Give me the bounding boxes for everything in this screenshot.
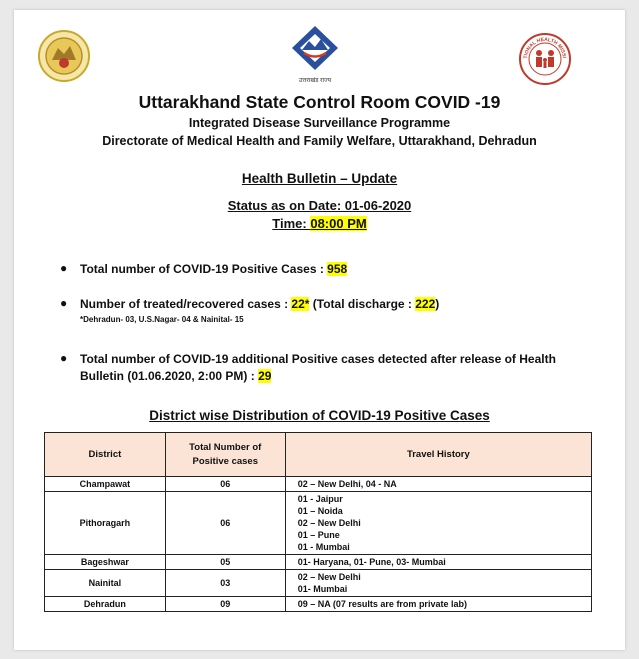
travel-cell: 02 – New Delhi, 04 - NA bbox=[285, 477, 591, 492]
district-cell: Nainital bbox=[45, 570, 166, 597]
district-cell: Dehradun bbox=[45, 597, 166, 612]
discharge-label: (Total discharge : bbox=[309, 297, 416, 311]
header-travel-history: Travel History bbox=[285, 433, 591, 477]
status-date: Status as on Date: 01-06-2020 bbox=[227, 198, 412, 213]
bullet-icon: ● bbox=[60, 296, 68, 310]
table-title: District wise Distribution of COVID-19 Positive Cases bbox=[149, 408, 490, 423]
cases-cell: 06 bbox=[165, 477, 285, 492]
recovered-value: 22* bbox=[291, 297, 310, 311]
center-logo-caption: उत्तराखंड राज्य bbox=[298, 78, 332, 84]
header-district: District bbox=[45, 433, 166, 477]
table-row bbox=[45, 597, 592, 612]
table-row bbox=[45, 570, 592, 597]
cases-cell: 05 bbox=[165, 555, 285, 570]
uttarakhand-emblem-logo bbox=[288, 24, 342, 88]
cases-cell: 06 bbox=[165, 492, 285, 555]
travel-cell: 02 – New Delhi 01- Mumbai bbox=[285, 570, 591, 597]
additional-value: 29 bbox=[258, 369, 272, 383]
subtitle-directorate: Directorate of Medical Health and Family Welfare, Uttarakhand, Dehradun bbox=[102, 134, 537, 148]
discharge-close: ) bbox=[435, 297, 440, 311]
page-title: Uttarakhand State Control Room COVID -19 bbox=[138, 92, 501, 112]
positive-cases-label: Total number of COVID-19 Positive Cases : bbox=[80, 262, 328, 276]
time-value: 08:00 PM bbox=[310, 216, 367, 231]
header-total-cases: Total Number of Positive cases bbox=[165, 433, 285, 477]
nhm-logo-text: TIONAL HEALTH MISSI bbox=[522, 36, 567, 59]
table-row bbox=[45, 492, 592, 555]
recovered-note: *Dehradun- 03, U.S.Nagar- 04 & Nainital- 15 bbox=[80, 315, 244, 324]
travel-cell: 09 – NA (07 results are from private lab) bbox=[285, 597, 591, 612]
additional-label: Total number of COVID-19 additional Positive cases detected after release of Health Bulletin (01.06.2020, 2:00 PM) : bbox=[80, 352, 556, 383]
cases-cell: 09 bbox=[165, 597, 285, 612]
subtitle-programme: Integrated Disease Surveillance Programme bbox=[188, 116, 451, 130]
time-label: Time: bbox=[272, 216, 311, 231]
discharge-value: 222 bbox=[415, 297, 436, 311]
table-header-row bbox=[45, 433, 592, 477]
district-cell: Pithoragarh bbox=[45, 492, 166, 555]
bullet-icon: ● bbox=[60, 261, 68, 275]
national-health-mission-logo bbox=[519, 33, 571, 85]
state-emblem-logo bbox=[38, 30, 90, 82]
district-cases-table bbox=[44, 432, 592, 612]
bulletin-time bbox=[14, 216, 625, 231]
travel-cell: 01- Haryana, 01- Pune, 03- Mumbai bbox=[285, 555, 591, 570]
document-page bbox=[14, 10, 625, 650]
table-row bbox=[45, 477, 592, 492]
recovered-label: Number of treated/recovered cases : bbox=[80, 297, 292, 311]
bulletin-heading: Health Bulletin – Update bbox=[241, 171, 398, 186]
cases-cell: 03 bbox=[165, 570, 285, 597]
positive-cases-value: 958 bbox=[327, 262, 348, 276]
table-row bbox=[45, 555, 592, 570]
travel-cell: 01 - Jaipur 01 – Noida 02 – New Delhi 01 – Pune 01 - Mumbai bbox=[285, 492, 591, 555]
district-cell: Bageshwar bbox=[45, 555, 166, 570]
bullet-icon: ● bbox=[60, 351, 68, 365]
district-cell: Champawat bbox=[45, 477, 166, 492]
